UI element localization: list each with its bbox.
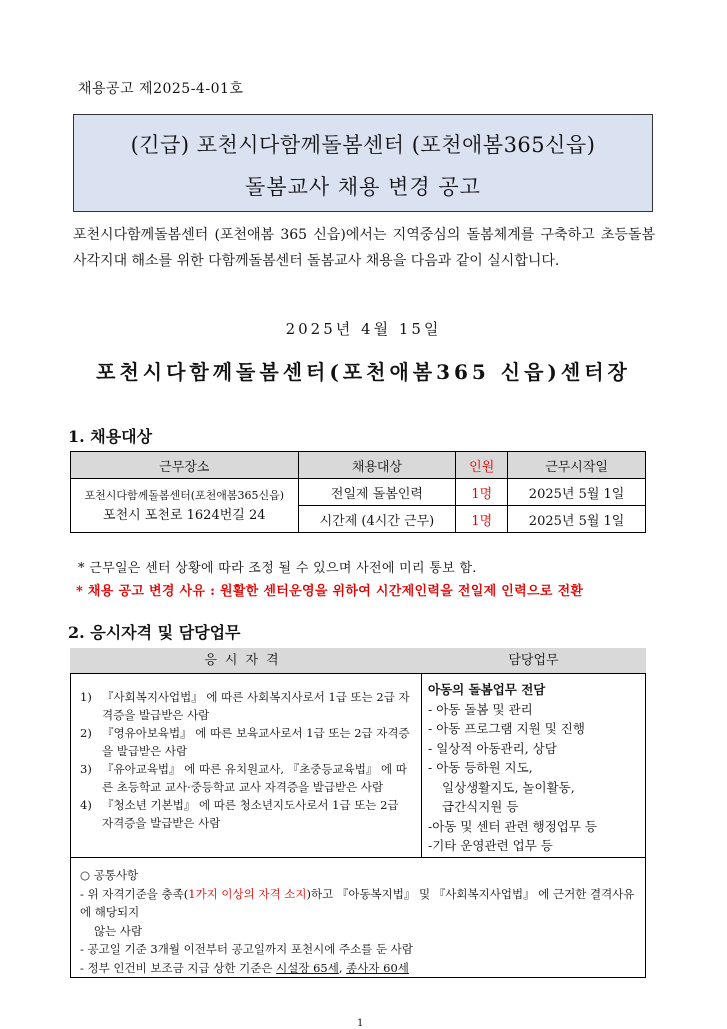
common-requirements xyxy=(80,866,640,977)
list-item: - 아동 프로그램 지원 및 진행 xyxy=(428,721,585,736)
table-header-row xyxy=(71,452,646,479)
row-divider xyxy=(70,857,646,858)
page-number: 1 xyxy=(357,1018,364,1029)
target-cell: 시간제 (4시간 근무) xyxy=(298,506,456,533)
header-qualification: 응시자격 xyxy=(70,648,422,674)
location-name: 포천시다함께돌봄센터(포천애봄365신읍) xyxy=(84,488,285,502)
announcement-date: 2025년 4월 15일 xyxy=(285,320,442,338)
list-item: - 공고일 기준 3개월 이전부터 공고일까지 포천시에 주소를 둔 사람 xyxy=(80,942,413,956)
section1-title: 1. 채용대상 xyxy=(68,427,153,446)
list-item: - 아동 등하원 지도, xyxy=(428,760,533,775)
list-item: 1) 『사회복지사업법』 에 따른 사회복지사로서 1급 또는 2급 자격증을 발급받은 사람 xyxy=(80,690,410,722)
title-line2: 돌봄교사 채용 변경 공고 xyxy=(245,175,481,199)
common-title: ○ 공통사항 xyxy=(80,868,139,882)
count-cell: 1명 xyxy=(456,506,508,533)
header-location: 근무장소 xyxy=(71,452,299,479)
title-box xyxy=(73,114,653,212)
list-item: 3) 『유아교육법』 에 따른 유치원교사, 『초중등교육법』 에 따른 초등학교 교사·중등학교 교사 자격증을 발급받은 사람 xyxy=(80,762,407,794)
center-head-signature: 포천시다함께돌봄센터(포천애봄365 신읍)센터장 xyxy=(96,360,631,384)
location-address: 포천시 포천로 1624번길 24 xyxy=(103,507,266,523)
list-item: - 정부 인건비 보조금 지급 상한 기준은 시설장 65세, 종사자 60세 xyxy=(80,960,409,975)
count-cell: 1명 xyxy=(456,479,508,506)
list-item: 일상생활지도, 놀이활동, xyxy=(442,779,575,795)
header-start: 근무시작일 xyxy=(508,452,646,479)
list-item: - 아동 돌봄 및 관리 xyxy=(428,701,533,717)
intro-paragraph: 포천시다함께돌봄센터 (포천애봄 365 신읍)에서는 지역중심의 돌봄체계를 구축하고 초등돌봄 사각지대 해소를 위한 다함께돌봄센터 돌봄교사 채용을 다음과 같이 실시합니다. xyxy=(73,227,655,269)
location-cell xyxy=(71,479,299,533)
column-divider xyxy=(421,674,422,858)
note-work-days: * 근무일은 센터 상황에 따라 조정 될 수 있으며 사전에 미리 통보 함. xyxy=(78,561,477,576)
title-line1: (긴급) 포천시다함께돌봄센터 (포천애봄365신읍) xyxy=(130,133,596,157)
duty-title: 아동의 돌봄업무 전담 xyxy=(428,682,546,697)
qualification-list xyxy=(80,688,410,832)
list-item: - 위 자격기준을 충족(1가지 이상의 자격 소지)하고 『아동복지법』 및 『사회복지사업법』 에 근거한 결격사유에 해당되지 xyxy=(80,886,635,919)
header-count: 인원 xyxy=(456,452,508,479)
list-item: 않는 사람 xyxy=(94,923,143,938)
list-item: - 일상적 아동관리, 상담 xyxy=(428,740,557,756)
notice-number: 채용공고 제2025-4-01호 xyxy=(78,81,244,97)
start-cell: 2025년 5월 1일 xyxy=(508,479,646,506)
target-cell: 전일제 돌봄인력 xyxy=(298,479,456,506)
duty-list xyxy=(428,680,643,856)
list-item: 2) 『영유아보육법』 에 따른 보육교사로서 1급 또는 2급 자격증을 발급받은 사람 xyxy=(80,726,410,758)
recruitment-table xyxy=(70,451,646,533)
start-cell: 2025년 5월 1일 xyxy=(508,506,646,533)
table-row xyxy=(71,479,646,506)
section2-title: 2. 응시자격 및 담당업무 xyxy=(68,623,241,642)
list-item: 4) 『청소년 기본법』 에 따른 청소년지도사로서 1급 또는 2급 자격증을 발급받은 사람 xyxy=(80,798,399,830)
header-target: 채용대상 xyxy=(298,452,456,479)
list-item: -기타 운영관련 업무 등 xyxy=(428,838,553,853)
list-item: -아동 및 센터 관련 행정업무 등 xyxy=(428,818,597,834)
header-duties: 담당업무 xyxy=(421,648,646,674)
note-change-reason: * 채용 공고 변경 사유 : 원활한 센터운영을 위하여 시간제인력을 전일제 인력으로 전환 xyxy=(76,584,584,599)
list-item: 급간식지원 등 xyxy=(442,799,519,814)
